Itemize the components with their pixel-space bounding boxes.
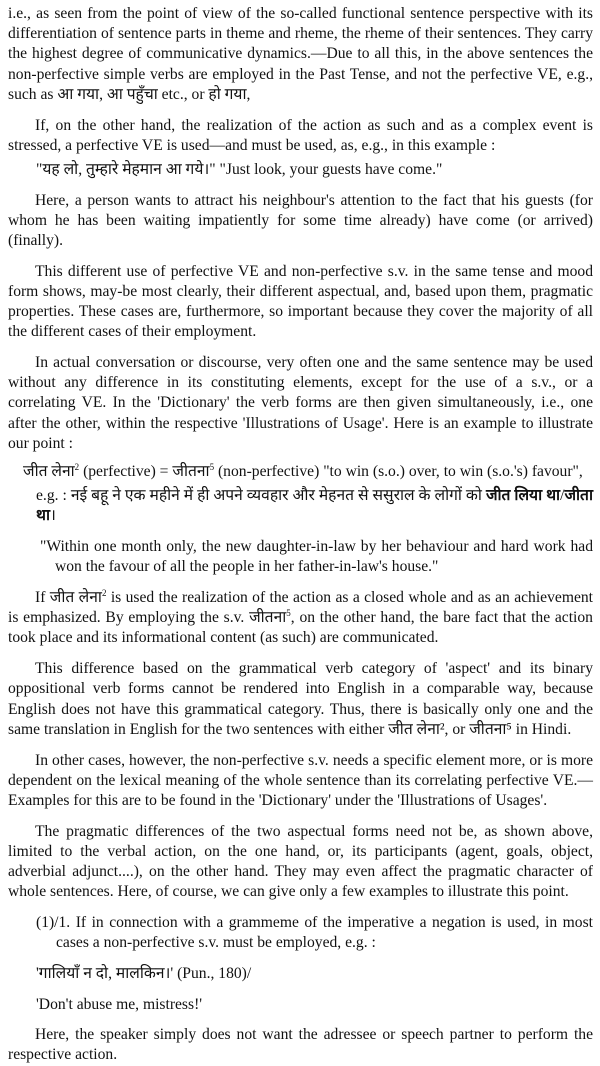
verb-perfective: जीत लेना [23, 463, 75, 481]
superscript: 5 [209, 461, 215, 472]
example-translation: "Within one month only, the new daughter-in-law by her behaviour and hard work had won the favour of all the people in her father-in-law's house." [40, 538, 593, 576]
verb-nonperfective: जीतना [172, 463, 210, 481]
example-english-imperative: 'Don't abuse me, mistress!' [36, 995, 203, 1013]
example-hindi-quote: "यह लो, तुम्हारे मेहमान आ गये।" "Just look, your guests have come." [36, 160, 443, 178]
example-slash: / [560, 487, 565, 505]
example-lead: e.g. : नई बहू ने एक महीने में ही अपने व्यवहार और मेहनत से ससुराल के लोगों को [36, 487, 486, 505]
text-run: If [35, 589, 50, 607]
superscript: 2 [101, 587, 107, 598]
example-bold-perfective: जीत लिया था [485, 487, 561, 505]
paragraph-6: In actual conversation or discourse, very often one and the same sentence may be used without any difference in its constituting elements, except for the use of a s.v., or a correlating VE. In the 'Dictionary' the verb forms are then given simultaneously, i.e., one after the other, within the respective 'Illustrations of Usage'. Here is an example to illustrate our point : [8, 354, 593, 452]
paragraph-13: The pragmatic differences of the two aspectual forms need not be, as shown above, limited to the verbal action, on the one hand, or, its participants (agent, goals, object, adverbial adjunct....), on the other hand. They may even affect the pragmatic character of whole sentences. Here, of course, we can give only a few examples to illustrate this point. [8, 822, 593, 901]
paragraph-11: This difference based on the grammatical verb category of 'aspect' and its binary oppositional verb forms cannot be rendered into English in a comparable way, because English does not have this grammatical category. Thus, there is basically only one and the same translation in English for the two sentences with either जीत लेना², or जीतना⁵ in Hindi. [8, 660, 593, 738]
paragraph-4: Here, a person wants to attract his neighbour's attention to the fact that his guests (for whom he has been waiting impatiently for some time already) have come (or arrived) (finally). [8, 191, 593, 250]
example-verb-pair [23, 462, 593, 482]
paragraph-1: i.e., as seen from the point of view of the so-called functional sentence perspective with its differentiation of sentence parts in theme and rheme, the rheme of their sentences. They carry the highest degree of communicative dynamics.—Due to all this, in the above sentences the non-perfective simple verbs are employed in the Past Tense, and not the perfective VE, e.g., such as आ गया, आ पहुँचा etc., or हो गया, [8, 5, 593, 103]
verb-perfective: जीत लेना [49, 589, 102, 607]
numbered-point-1: (1)/1. If in connection with a grammeme of the imperative a negation is used, in most cases a non-perfective s.v. must be employed, e.g. : [36, 913, 593, 952]
paragraph-5: This different use of perfective VE and non-perfective s.v. in the same tense and mood form shows, may-be most clearly, their different aspectual, and, based upon them, pragmatic properties. These cases are, furthermore, so important because they cover the majority of all the different cases of their employment. [8, 262, 593, 341]
example-bold-nonperfective: जीता था [36, 487, 593, 525]
example-hindi-imperative: 'गालियाँ न दो, मालकिन।' (Pun., 180)/ [36, 964, 252, 982]
superscript: 2 [74, 461, 80, 472]
verb-gloss: (non-perfective) "to win (s.o.) over, to win (s.o.'s) favour", [214, 463, 583, 481]
paragraph-17: Here, the speaker simply does not want the adressee or speech partner to perform the respective action. [8, 1026, 593, 1064]
verb-nonperfective: जीतना [249, 609, 287, 627]
paragraph-2: If, on the other hand, the realization of the action as such and as a complex event is stressed, a perfective VE is used—and must be used, as, e.g., in this example : [8, 116, 593, 154]
verb-perfective-label: (perfective) = [79, 463, 173, 481]
example-hindi-sentence [36, 486, 593, 526]
text-run: is used the realization of the action as a closed whole and as an achievement is emphasized. By employing the s.v. [8, 589, 594, 627]
paragraph-12: In other cases, however, the non-perfective s.v. needs a specific element more, or is more dependent on the lexical meaning of the whole sentence than its correlating perfective VE.—Examples for this are to be found in the 'Dictionary' under the 'Illustrations of Usages'. [8, 751, 593, 809]
text-run: , on the other hand, the bare fact that the action took place and its informational content (as such) are communicated. [8, 609, 593, 647]
superscript: 5 [286, 608, 291, 619]
paragraph-10 [8, 588, 593, 649]
example-end: । [50, 507, 56, 525]
